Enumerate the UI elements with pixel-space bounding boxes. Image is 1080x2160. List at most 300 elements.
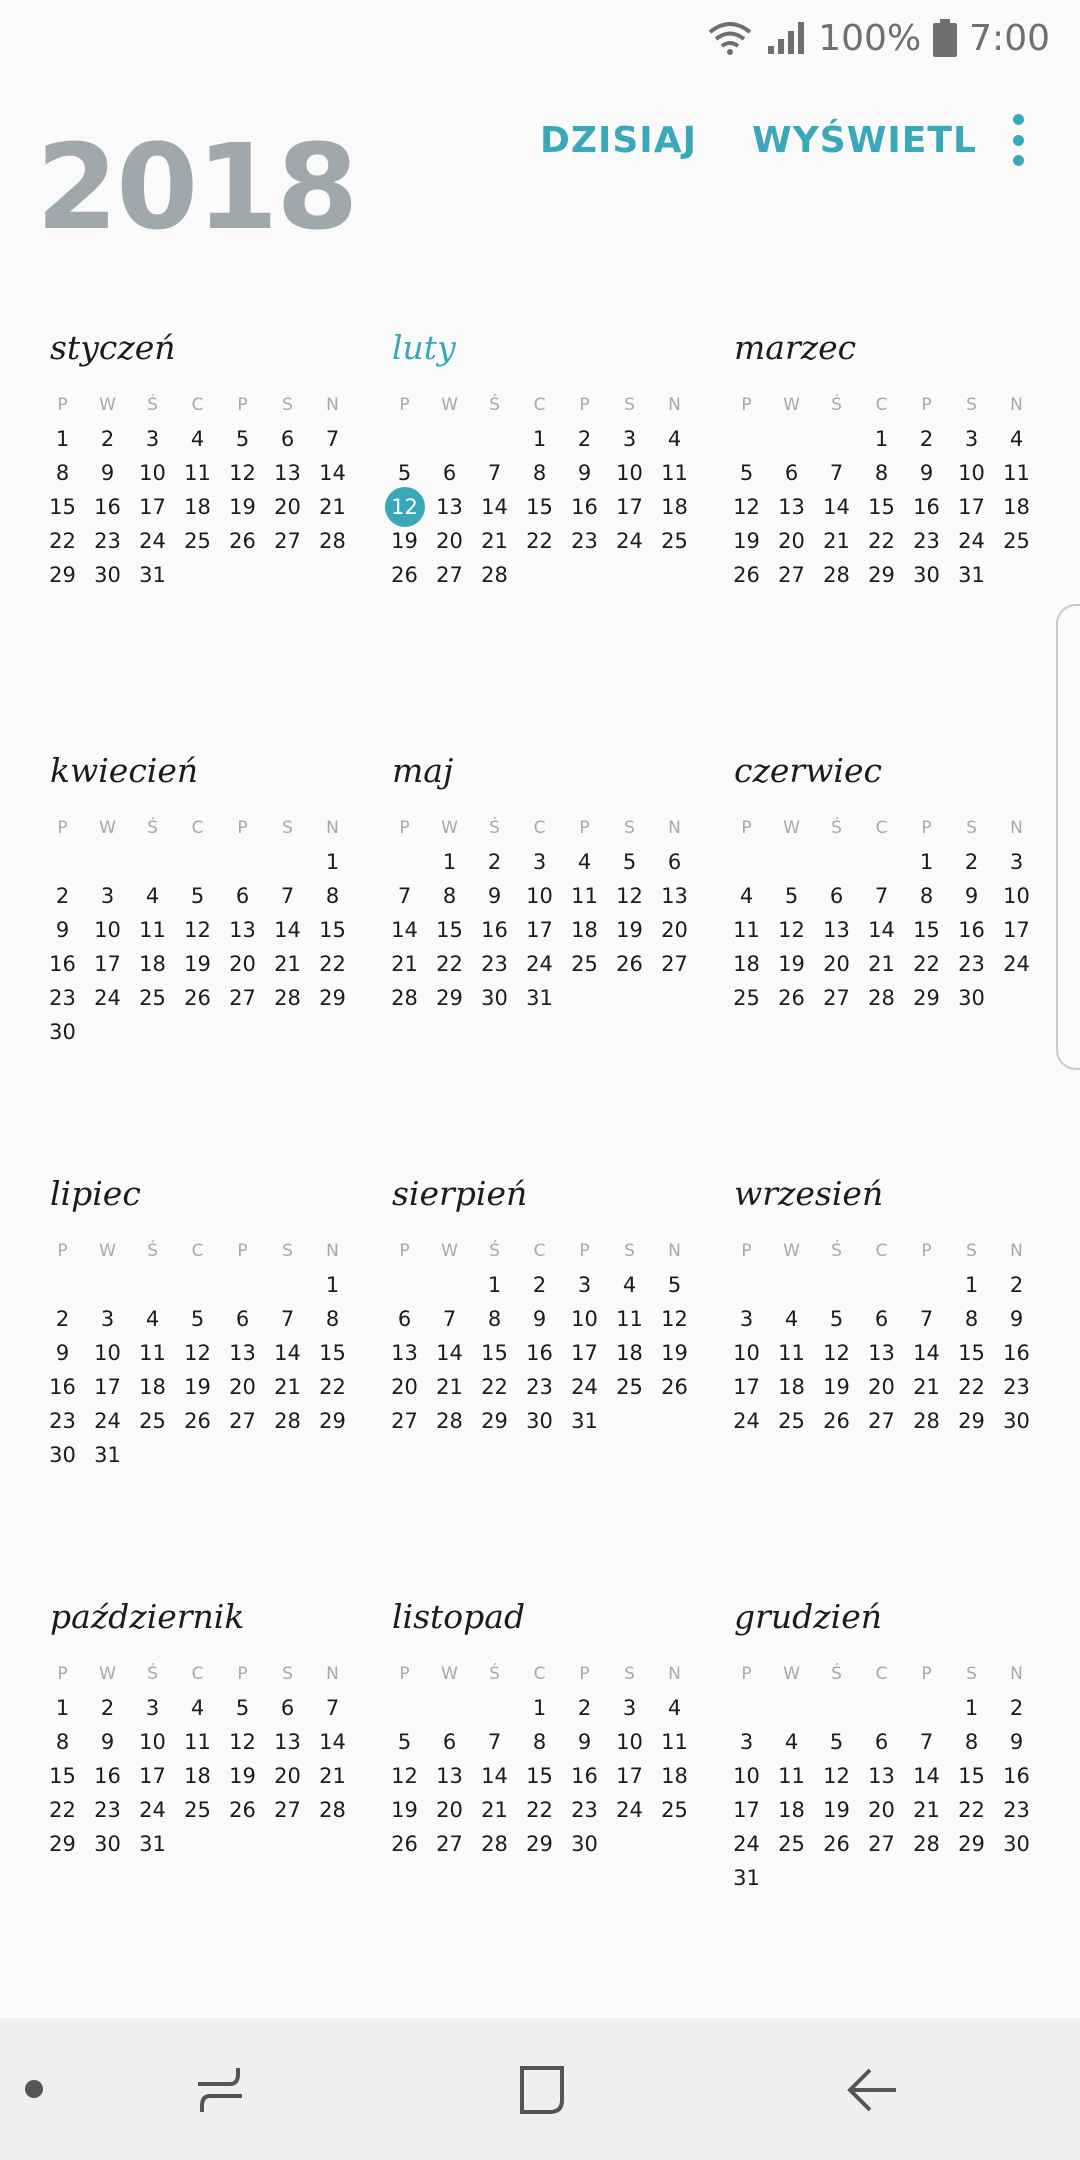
- day-cell: 18: [139, 1375, 166, 1399]
- day-cell: 10: [139, 461, 166, 485]
- day-cell: 17: [139, 495, 166, 519]
- day-cell: 22: [319, 952, 346, 976]
- day-cell: 28: [913, 1409, 940, 1433]
- month-name: luty: [392, 328, 456, 367]
- weekday-label: W: [99, 1241, 116, 1261]
- day-cell: 30: [481, 986, 508, 1010]
- day-cell: 10: [958, 461, 985, 485]
- day-cell: 5: [829, 1307, 844, 1331]
- weekday-label: P: [57, 1241, 68, 1261]
- day-cell: 25: [616, 1375, 643, 1399]
- day-cell: 26: [616, 952, 643, 976]
- day-cell: 3: [100, 1307, 115, 1331]
- day-cell: 5: [829, 1730, 844, 1754]
- day-cell: 5: [190, 884, 205, 908]
- weekday-label: C: [533, 395, 546, 415]
- day-cell: 8: [487, 1307, 502, 1331]
- day-grid: [40, 370, 356, 592]
- weekday-label: P: [237, 1241, 248, 1261]
- weekday-label: P: [57, 395, 68, 415]
- month-name: listopad: [392, 1597, 526, 1636]
- day-cell: 17: [139, 1764, 166, 1788]
- weekday-label: S: [624, 395, 635, 415]
- day-cell: 18: [616, 1341, 643, 1365]
- back-icon[interactable]: [842, 2060, 902, 2120]
- month-name: październik: [50, 1597, 245, 1636]
- day-empty: [40, 1268, 85, 1302]
- day-cell: 16: [571, 495, 598, 519]
- day-cell: 28: [274, 986, 301, 1010]
- day-cell: 11: [616, 1307, 643, 1331]
- day-empty: [769, 1268, 814, 1302]
- weekday-label: N: [668, 1664, 681, 1684]
- day-cell: 11: [1003, 461, 1030, 485]
- month-10[interactable]: [36, 1595, 356, 1861]
- weekday-label: W: [441, 1664, 458, 1684]
- month-name: wrzesień: [734, 1174, 884, 1213]
- day-cell: 7: [397, 884, 412, 908]
- day-cell: 23: [1003, 1375, 1030, 1399]
- day-cell: 14: [319, 461, 346, 485]
- edge-panel-handle[interactable]: [1056, 604, 1080, 1070]
- day-cell: 12: [229, 461, 256, 485]
- weekday-label: P: [57, 818, 68, 838]
- day-cell: 27: [274, 1798, 301, 1822]
- more-options-icon[interactable]: [1006, 114, 1030, 166]
- day-cell: 20: [229, 952, 256, 976]
- weekday-label: S: [624, 1241, 635, 1261]
- year-title: 2018: [36, 118, 357, 256]
- day-cell: 4: [190, 427, 205, 451]
- day-cell: 20: [391, 1375, 418, 1399]
- day-cell: 2: [487, 850, 502, 874]
- weekday-label: P: [921, 395, 932, 415]
- day-empty: [904, 1691, 949, 1725]
- day-cell: 5: [739, 461, 754, 485]
- day-cell: 23: [481, 952, 508, 976]
- day-empty: [724, 845, 769, 879]
- weekday-label: Ś: [831, 818, 842, 838]
- clock: 7:00: [969, 17, 1050, 59]
- weekday-label: N: [326, 1664, 339, 1684]
- month-3[interactable]: [720, 326, 1040, 592]
- month-2[interactable]: [378, 326, 698, 592]
- day-cell: 31: [526, 986, 553, 1010]
- weekday-label: P: [237, 1664, 248, 1684]
- day-empty: [724, 1268, 769, 1302]
- weekday-label: N: [326, 395, 339, 415]
- month-1[interactable]: [36, 326, 356, 592]
- day-cell: 11: [139, 1341, 166, 1365]
- day-cell: 19: [391, 1798, 418, 1822]
- day-cell: 21: [913, 1798, 940, 1822]
- day-cell: 5: [784, 884, 799, 908]
- day-cell: 7: [829, 461, 844, 485]
- day-empty: [904, 1268, 949, 1302]
- day-cell: 9: [577, 461, 592, 485]
- weekday-label: Ś: [147, 1241, 158, 1261]
- day-cell: 11: [571, 884, 598, 908]
- day-cell: 10: [1003, 884, 1030, 908]
- day-cell: 17: [733, 1375, 760, 1399]
- day-cell: 27: [436, 1832, 463, 1856]
- day-cell: 25: [1003, 529, 1030, 553]
- weekday-label: W: [441, 1241, 458, 1261]
- day-cell: 10: [616, 1730, 643, 1754]
- day-cell: 9: [919, 461, 934, 485]
- weekday-label: P: [237, 818, 248, 838]
- day-cell: 27: [274, 529, 301, 553]
- day-cell: 15: [958, 1341, 985, 1365]
- weekday-label: C: [191, 818, 204, 838]
- day-cell: 13: [778, 495, 805, 519]
- day-cell: 26: [229, 529, 256, 553]
- weekday-label: P: [399, 818, 410, 838]
- day-cell: 12: [229, 1730, 256, 1754]
- day-cell: 30: [94, 1832, 121, 1856]
- day-cell: 14: [319, 1730, 346, 1754]
- weekday-label: P: [57, 1664, 68, 1684]
- day-cell: 23: [571, 1798, 598, 1822]
- day-grid: [40, 1216, 356, 1472]
- weekday-label: S: [966, 818, 977, 838]
- day-cell: 25: [139, 1409, 166, 1433]
- day-cell: 22: [49, 1798, 76, 1822]
- day-cell: 28: [913, 1832, 940, 1856]
- weekday-label: P: [741, 1664, 752, 1684]
- day-cell: 6: [235, 1307, 250, 1331]
- day-empty: [130, 845, 175, 879]
- month-6[interactable]: [720, 749, 1040, 1015]
- day-cell: 2: [100, 1696, 115, 1720]
- day-cell: 22: [958, 1375, 985, 1399]
- month-8[interactable]: [378, 1172, 698, 1438]
- day-cell: 20: [868, 1375, 895, 1399]
- day-empty: [265, 845, 310, 879]
- day-cell: 8: [55, 1730, 70, 1754]
- day-cell: 12: [616, 884, 643, 908]
- day-cell: 12: [733, 495, 760, 519]
- day-cell: 6: [784, 461, 799, 485]
- day-cell: 15: [481, 1341, 508, 1365]
- weekday-label: S: [624, 1664, 635, 1684]
- weekday-label: P: [579, 1241, 590, 1261]
- day-cell: 24: [616, 529, 643, 553]
- day-cell: 6: [442, 1730, 457, 1754]
- weekday-label: C: [533, 818, 546, 838]
- day-cell: 28: [319, 529, 346, 553]
- day-cell: 8: [325, 884, 340, 908]
- day-cell: 26: [733, 563, 760, 587]
- day-empty: [382, 845, 427, 879]
- nav-dot-icon[interactable]: [25, 2080, 43, 2098]
- day-empty: [472, 1691, 517, 1725]
- day-cell: 13: [436, 495, 463, 519]
- day-cell: 18: [733, 952, 760, 976]
- day-cell: 21: [319, 495, 346, 519]
- day-cell: 9: [100, 461, 115, 485]
- battery-icon: [933, 19, 957, 57]
- day-cell: 13: [229, 1341, 256, 1365]
- weekday-label: Ś: [147, 1664, 158, 1684]
- weekday-label: S: [282, 1664, 293, 1684]
- day-cell: 16: [94, 1764, 121, 1788]
- day-empty: [427, 1268, 472, 1302]
- weekday-label: N: [326, 1241, 339, 1261]
- month-name: kwiecień: [50, 751, 199, 790]
- month-7[interactable]: [36, 1172, 356, 1472]
- month-4[interactable]: [36, 749, 356, 1049]
- day-cell: 28: [823, 563, 850, 587]
- day-cell: 11: [184, 1730, 211, 1754]
- day-cell: 18: [184, 495, 211, 519]
- day-grid: [382, 1639, 698, 1861]
- day-cell: 21: [868, 952, 895, 976]
- day-cell: 14: [868, 918, 895, 942]
- day-cell: 9: [532, 1307, 547, 1331]
- day-cell: 30: [526, 1409, 553, 1433]
- day-cell: 20: [274, 495, 301, 519]
- day-cell: 26: [184, 1409, 211, 1433]
- day-empty: [472, 422, 517, 456]
- day-cell: 13: [229, 918, 256, 942]
- day-cell: 21: [481, 529, 508, 553]
- view-button[interactable]: WYŚWIETL: [752, 120, 977, 161]
- day-cell: 21: [319, 1764, 346, 1788]
- day-cell: 26: [823, 1409, 850, 1433]
- day-grid: [724, 1216, 1040, 1438]
- day-empty: [724, 422, 769, 456]
- day-empty: [130, 1268, 175, 1302]
- day-cell: 15: [526, 1764, 553, 1788]
- weekday-label: P: [237, 395, 248, 415]
- day-cell: 21: [274, 1375, 301, 1399]
- day-cell: 6: [667, 850, 682, 874]
- day-cell: 16: [481, 918, 508, 942]
- recent-apps-icon[interactable]: [190, 2060, 250, 2120]
- month-name: sierpień: [392, 1174, 528, 1213]
- day-cell: 8: [532, 461, 547, 485]
- day-cell: 29: [868, 563, 895, 587]
- day-cell: 1: [55, 1696, 70, 1720]
- day-cell: 8: [55, 461, 70, 485]
- today-button[interactable]: DZISIAJ: [540, 120, 697, 161]
- day-cell: 4: [622, 1273, 637, 1297]
- day-cell: 4: [1009, 427, 1024, 451]
- status-bar: [0, 0, 1080, 76]
- day-cell: 14: [823, 495, 850, 519]
- day-cell: 17: [526, 918, 553, 942]
- day-cell: 16: [49, 1375, 76, 1399]
- day-empty: [769, 845, 814, 879]
- weekday-label: P: [921, 818, 932, 838]
- day-cell: 7: [280, 884, 295, 908]
- day-cell: 3: [964, 427, 979, 451]
- day-empty: [859, 845, 904, 879]
- day-cell: 16: [526, 1341, 553, 1365]
- day-empty: [724, 1691, 769, 1725]
- day-cell: 8: [919, 884, 934, 908]
- day-cell: 28: [481, 563, 508, 587]
- day-cell: 22: [526, 1798, 553, 1822]
- day-cell: 9: [964, 884, 979, 908]
- navigation-bar: [0, 2018, 1080, 2160]
- month-11[interactable]: [378, 1595, 698, 1861]
- day-empty: [859, 1691, 904, 1725]
- weekday-label: N: [668, 1241, 681, 1261]
- day-cell: 1: [325, 850, 340, 874]
- weekday-label: Ś: [831, 1241, 842, 1261]
- weekday-label: C: [875, 1664, 888, 1684]
- weekday-label: C: [191, 395, 204, 415]
- weekday-label: Ś: [489, 818, 500, 838]
- day-cell: 7: [874, 884, 889, 908]
- day-cell: 29: [319, 986, 346, 1010]
- day-cell: 6: [442, 461, 457, 485]
- day-cell: 29: [49, 1832, 76, 1856]
- day-cell: 19: [391, 529, 418, 553]
- day-grid: [40, 793, 356, 1049]
- day-grid: [724, 793, 1040, 1015]
- day-cell: 27: [823, 986, 850, 1010]
- day-cell: 3: [622, 1696, 637, 1720]
- day-empty: [175, 845, 220, 879]
- day-cell: 7: [919, 1307, 934, 1331]
- day-empty: [859, 1268, 904, 1302]
- day-cell: 6: [874, 1730, 889, 1754]
- day-cell: 23: [571, 529, 598, 553]
- weekday-label: C: [875, 395, 888, 415]
- day-cell: 22: [481, 1375, 508, 1399]
- weekday-label: P: [399, 1241, 410, 1261]
- day-cell: 22: [868, 529, 895, 553]
- day-cell: 2: [1009, 1273, 1024, 1297]
- day-cell: 30: [49, 1443, 76, 1467]
- day-cell: 5: [622, 850, 637, 874]
- day-cell: 10: [616, 461, 643, 485]
- day-empty: [427, 1691, 472, 1725]
- day-cell: 7: [325, 1696, 340, 1720]
- day-cell: 13: [391, 1341, 418, 1365]
- day-cell: 16: [1003, 1341, 1030, 1365]
- month-12[interactable]: [720, 1595, 1040, 1895]
- day-cell: 20: [778, 529, 805, 553]
- day-cell: 7: [325, 427, 340, 451]
- day-cell: 6: [829, 884, 844, 908]
- wifi-icon: [706, 20, 754, 56]
- day-cell: 9: [577, 1730, 592, 1754]
- day-cell: 19: [733, 529, 760, 553]
- day-cell: 30: [94, 563, 121, 587]
- day-cell: 15: [958, 1764, 985, 1788]
- day-cell: 1: [532, 427, 547, 451]
- day-cell: 18: [661, 1764, 688, 1788]
- day-cell: 20: [229, 1375, 256, 1399]
- day-empty: [814, 422, 859, 456]
- weekday-label: P: [399, 395, 410, 415]
- day-empty: [220, 845, 265, 879]
- day-cell: 13: [823, 918, 850, 942]
- day-cell: 28: [481, 1832, 508, 1856]
- day-cell: 26: [184, 986, 211, 1010]
- day-cell: 23: [94, 529, 121, 553]
- day-cell: 22: [49, 529, 76, 553]
- day-cell: 25: [778, 1409, 805, 1433]
- day-cell: 5: [190, 1307, 205, 1331]
- day-empty: [265, 1268, 310, 1302]
- day-cell: 2: [55, 1307, 70, 1331]
- day-cell: 15: [526, 495, 553, 519]
- day-cell: 17: [733, 1798, 760, 1822]
- day-grid: [40, 1639, 356, 1861]
- day-grid: [382, 370, 698, 592]
- day-cell: 10: [94, 918, 121, 942]
- day-cell: 22: [913, 952, 940, 976]
- day-cell: 24: [571, 1375, 598, 1399]
- day-cell: 27: [229, 1409, 256, 1433]
- day-cell: 18: [778, 1375, 805, 1399]
- day-cell: 13: [661, 884, 688, 908]
- day-cell: 16: [913, 495, 940, 519]
- day-cell: 12: [823, 1764, 850, 1788]
- day-cell: 2: [964, 850, 979, 874]
- day-cell: 13: [868, 1764, 895, 1788]
- day-cell: 24: [958, 529, 985, 553]
- weekday-label: Ś: [489, 1241, 500, 1261]
- day-cell: 29: [958, 1832, 985, 1856]
- weekday-label: Ś: [831, 395, 842, 415]
- day-cell: 27: [436, 563, 463, 587]
- day-cell: 3: [622, 427, 637, 451]
- day-cell: 22: [319, 1375, 346, 1399]
- day-cell: 18: [1003, 495, 1030, 519]
- day-cell: 24: [733, 1409, 760, 1433]
- day-cell: 2: [919, 427, 934, 451]
- day-cell: 26: [823, 1832, 850, 1856]
- weekday-label: S: [282, 1241, 293, 1261]
- day-cell: 12: [661, 1307, 688, 1331]
- month-5[interactable]: [378, 749, 698, 1015]
- day-cell: 4: [739, 884, 754, 908]
- weekday-label: W: [99, 818, 116, 838]
- day-cell: 17: [616, 1764, 643, 1788]
- day-cell: 1: [964, 1273, 979, 1297]
- day-cell: 17: [1003, 918, 1030, 942]
- day-cell: 8: [964, 1307, 979, 1331]
- day-cell: 4: [784, 1307, 799, 1331]
- day-cell: 29: [958, 1409, 985, 1433]
- day-cell: 20: [436, 529, 463, 553]
- day-cell: 20: [868, 1798, 895, 1822]
- day-cell: 22: [958, 1798, 985, 1822]
- day-empty: [175, 1268, 220, 1302]
- day-cell: 5: [235, 1696, 250, 1720]
- day-cell: 10: [571, 1307, 598, 1331]
- day-cell: 3: [739, 1730, 754, 1754]
- weekday-label: P: [741, 1241, 752, 1261]
- day-cell: 2: [55, 884, 70, 908]
- home-icon[interactable]: [512, 2060, 572, 2120]
- day-cell: 11: [139, 918, 166, 942]
- weekday-label: C: [875, 1241, 888, 1261]
- day-cell: 30: [571, 1832, 598, 1856]
- day-cell: 16: [1003, 1764, 1030, 1788]
- weekday-label: Ś: [489, 1664, 500, 1684]
- month-9[interactable]: [720, 1172, 1040, 1438]
- day-cell: 1: [442, 850, 457, 874]
- day-cell: 6: [235, 884, 250, 908]
- month-name: marzec: [734, 328, 857, 367]
